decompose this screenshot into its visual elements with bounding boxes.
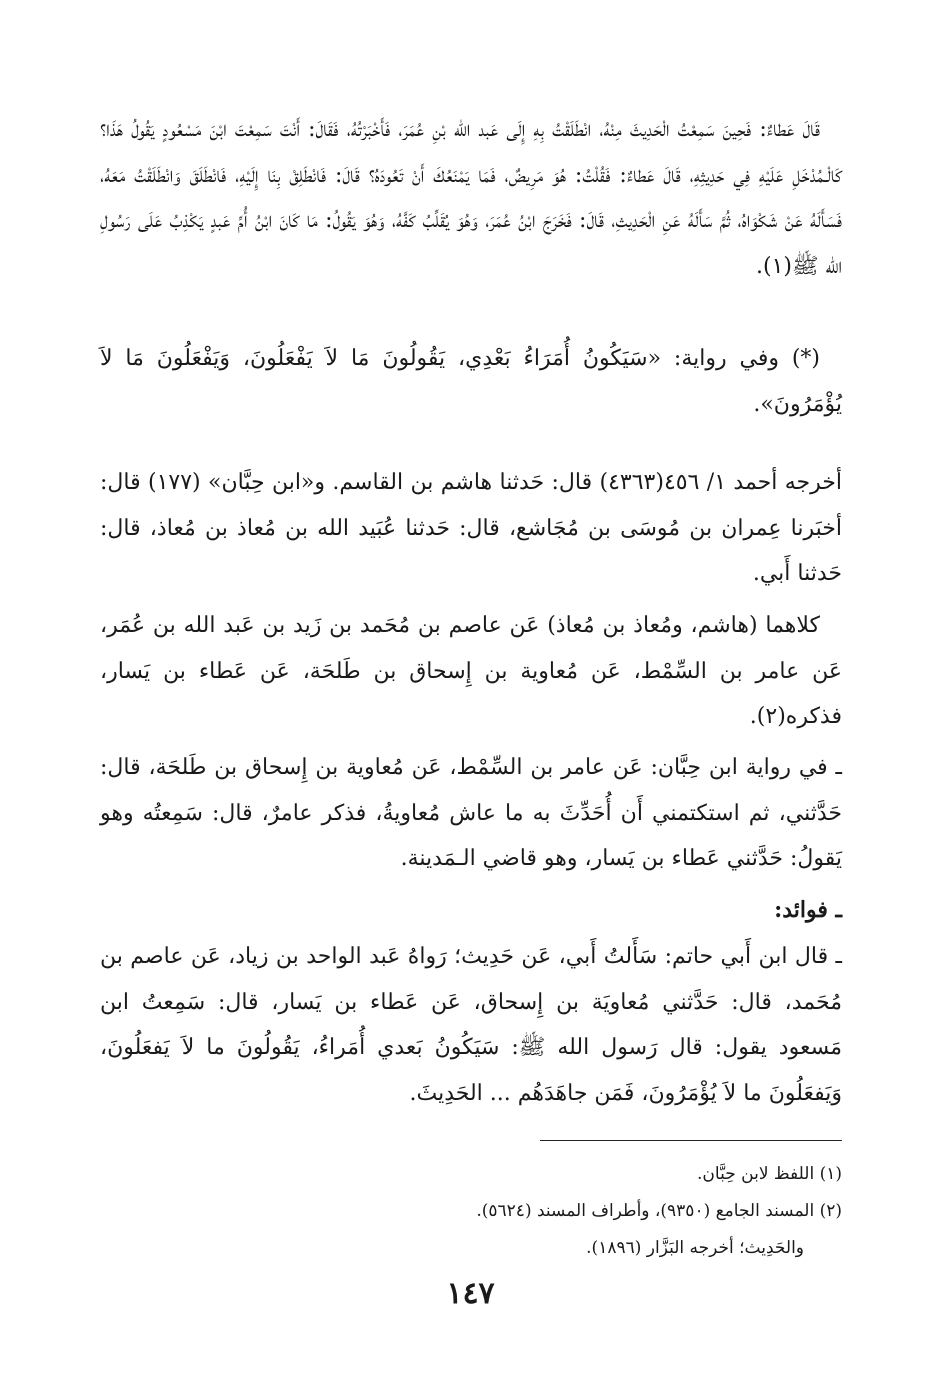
footnote-divider <box>540 1140 842 1141</box>
paragraph-riwaya: (*) وفي رواية: «سَيَكُونُ أُمَرَاءُ بَعْدِي، يَقُولُونَ مَا لاَ يَفْعَلُونَ، وَيَفْعَلُونَ مَا لاَ يُؤْمَرُونَ». <box>100 346 842 417</box>
footnote-2-continuation: والحَدِيث؛ أخرجه البَزَّار (١٨٩٦). <box>586 1238 804 1258</box>
footnote-1: (١) اللفظ لابن حِبَّان. <box>697 1164 842 1184</box>
section-heading-fawaid: ـ فوائد: <box>774 897 842 923</box>
paragraph-ibn-hibban-riwaya: ـ في رواية ابن حِبَّان: عَن عامر بن السِّمْط، عَن مُعاوية بن إِسحاق بن طَلحَة، قال: حَدَّثني، ثم استكتمني أَن أُحَدِّثَ به ما عاش مُعاويةُ، فذكر عامرٌ، قال: سَمِعتُه وهو يَقولُ: حَدَّثني عَطاء بن يَسار، وهو قاضي الـمَدينة. <box>100 755 842 871</box>
paragraph-hadith-narration: قَالَ عَطاءٌ: فَحِينَ سَمِعْتُ الْحَدِيثَ مِنْهُ، انْطَلَقْتُ بِهِ إِلَى عَبد الله بْنِ عُمَرَ، فَأَخْبَرْتُهُ، فَقَالَ: أَنْتَ سَمِعْتَ ابْنَ مَسْعُودٍ يَقُولُ هَذَا؟ كَالْـمُدْخَلِ عَلَيْهِ فِي حَدِيثِهِ، قَالَ عَطاءٌ: فَقُلْتُ: هُوَ مَرِيضٌ، فَمَا يَمْنَعُكَ أَنْ تَعُودَهُ؟ قَالَ: فَانْطَلِقْ بِنَا إِلَيْهِ، فَانْطَلَقَ وَانْطَلَقْتُ مَعَهُ، فَسَأَلَهُ عَنْ شَكْوَاهُ، ثُمَّ سَأَلَهُ عَنِ الْحَدِيثِ، قَالَ: فَخَرَجَ ابْنُ عُمَرَ، وَهُوَ يُقَلِّبُ كَفَّهُ، وَهُوَ يَقُولُ: مَا كَانَ ابْنُ أُمِّ عَبدٍ يَكْذِبُ عَلَى رَسُولِ الله ﷺ(١). <box>100 117 842 279</box>
paragraph-isnad: كلاهما (هاشم، ومُعاذ بن مُعاذ) عَن عاصم بن مُحَمد بن زَيد بن عَبد الله بن عُمَر، عَن عامر بن السِّمْط، عَن مُعاوية بن إِسحاق بن طَلحَة، عَن عَطاء بن يَسار، فذكره(٢). <box>100 613 842 729</box>
footnote-2: (٢) المسند الجامع (٩٣٥٠)، وأطراف المسند (٥٦٢٤). <box>476 1201 842 1221</box>
page-number: ١٤٧ <box>446 1276 495 1311</box>
paragraph-fawaid: ـ قال ابن أَبي حاتم: سَأَلتُ أَبي، عَن حَدِيث؛ رَواهُ عَبد الواحد بن زياد، عَن عاصم بن مُحَمد، قال: حَدَّثني مُعاويَة بن إِسحاق، عَن عَطاء بن يَسار، قال: سَمِعتُ ابن مَسعود يقول: قال رَسول الله ﷺ: سَيَكُونُ بَعدي أُمَراءُ، يَقُولُونَ ما لاَ يَفعَلُونَ، وَيَفعَلُونَ ما لاَ يُؤْمَرُونَ، فَمَن جاهَدَهُم ... الحَدِيثَ. <box>100 944 842 1106</box>
paragraph-takhrij: أخرجه أحمد ١/ ٤٥٦(٤٣٦٣) قال: حَدثنا هاشم بن القاسم. و«ابن حِبَّان» (١٧٧) قال: أخبَرنا عِمران بن مُوسَى بن مُجَاشع، قال: حَدثنا عُبَيد الله بن مُعاذ بن مُعاذ، قال: حَدثنا أَبي. <box>100 470 842 586</box>
